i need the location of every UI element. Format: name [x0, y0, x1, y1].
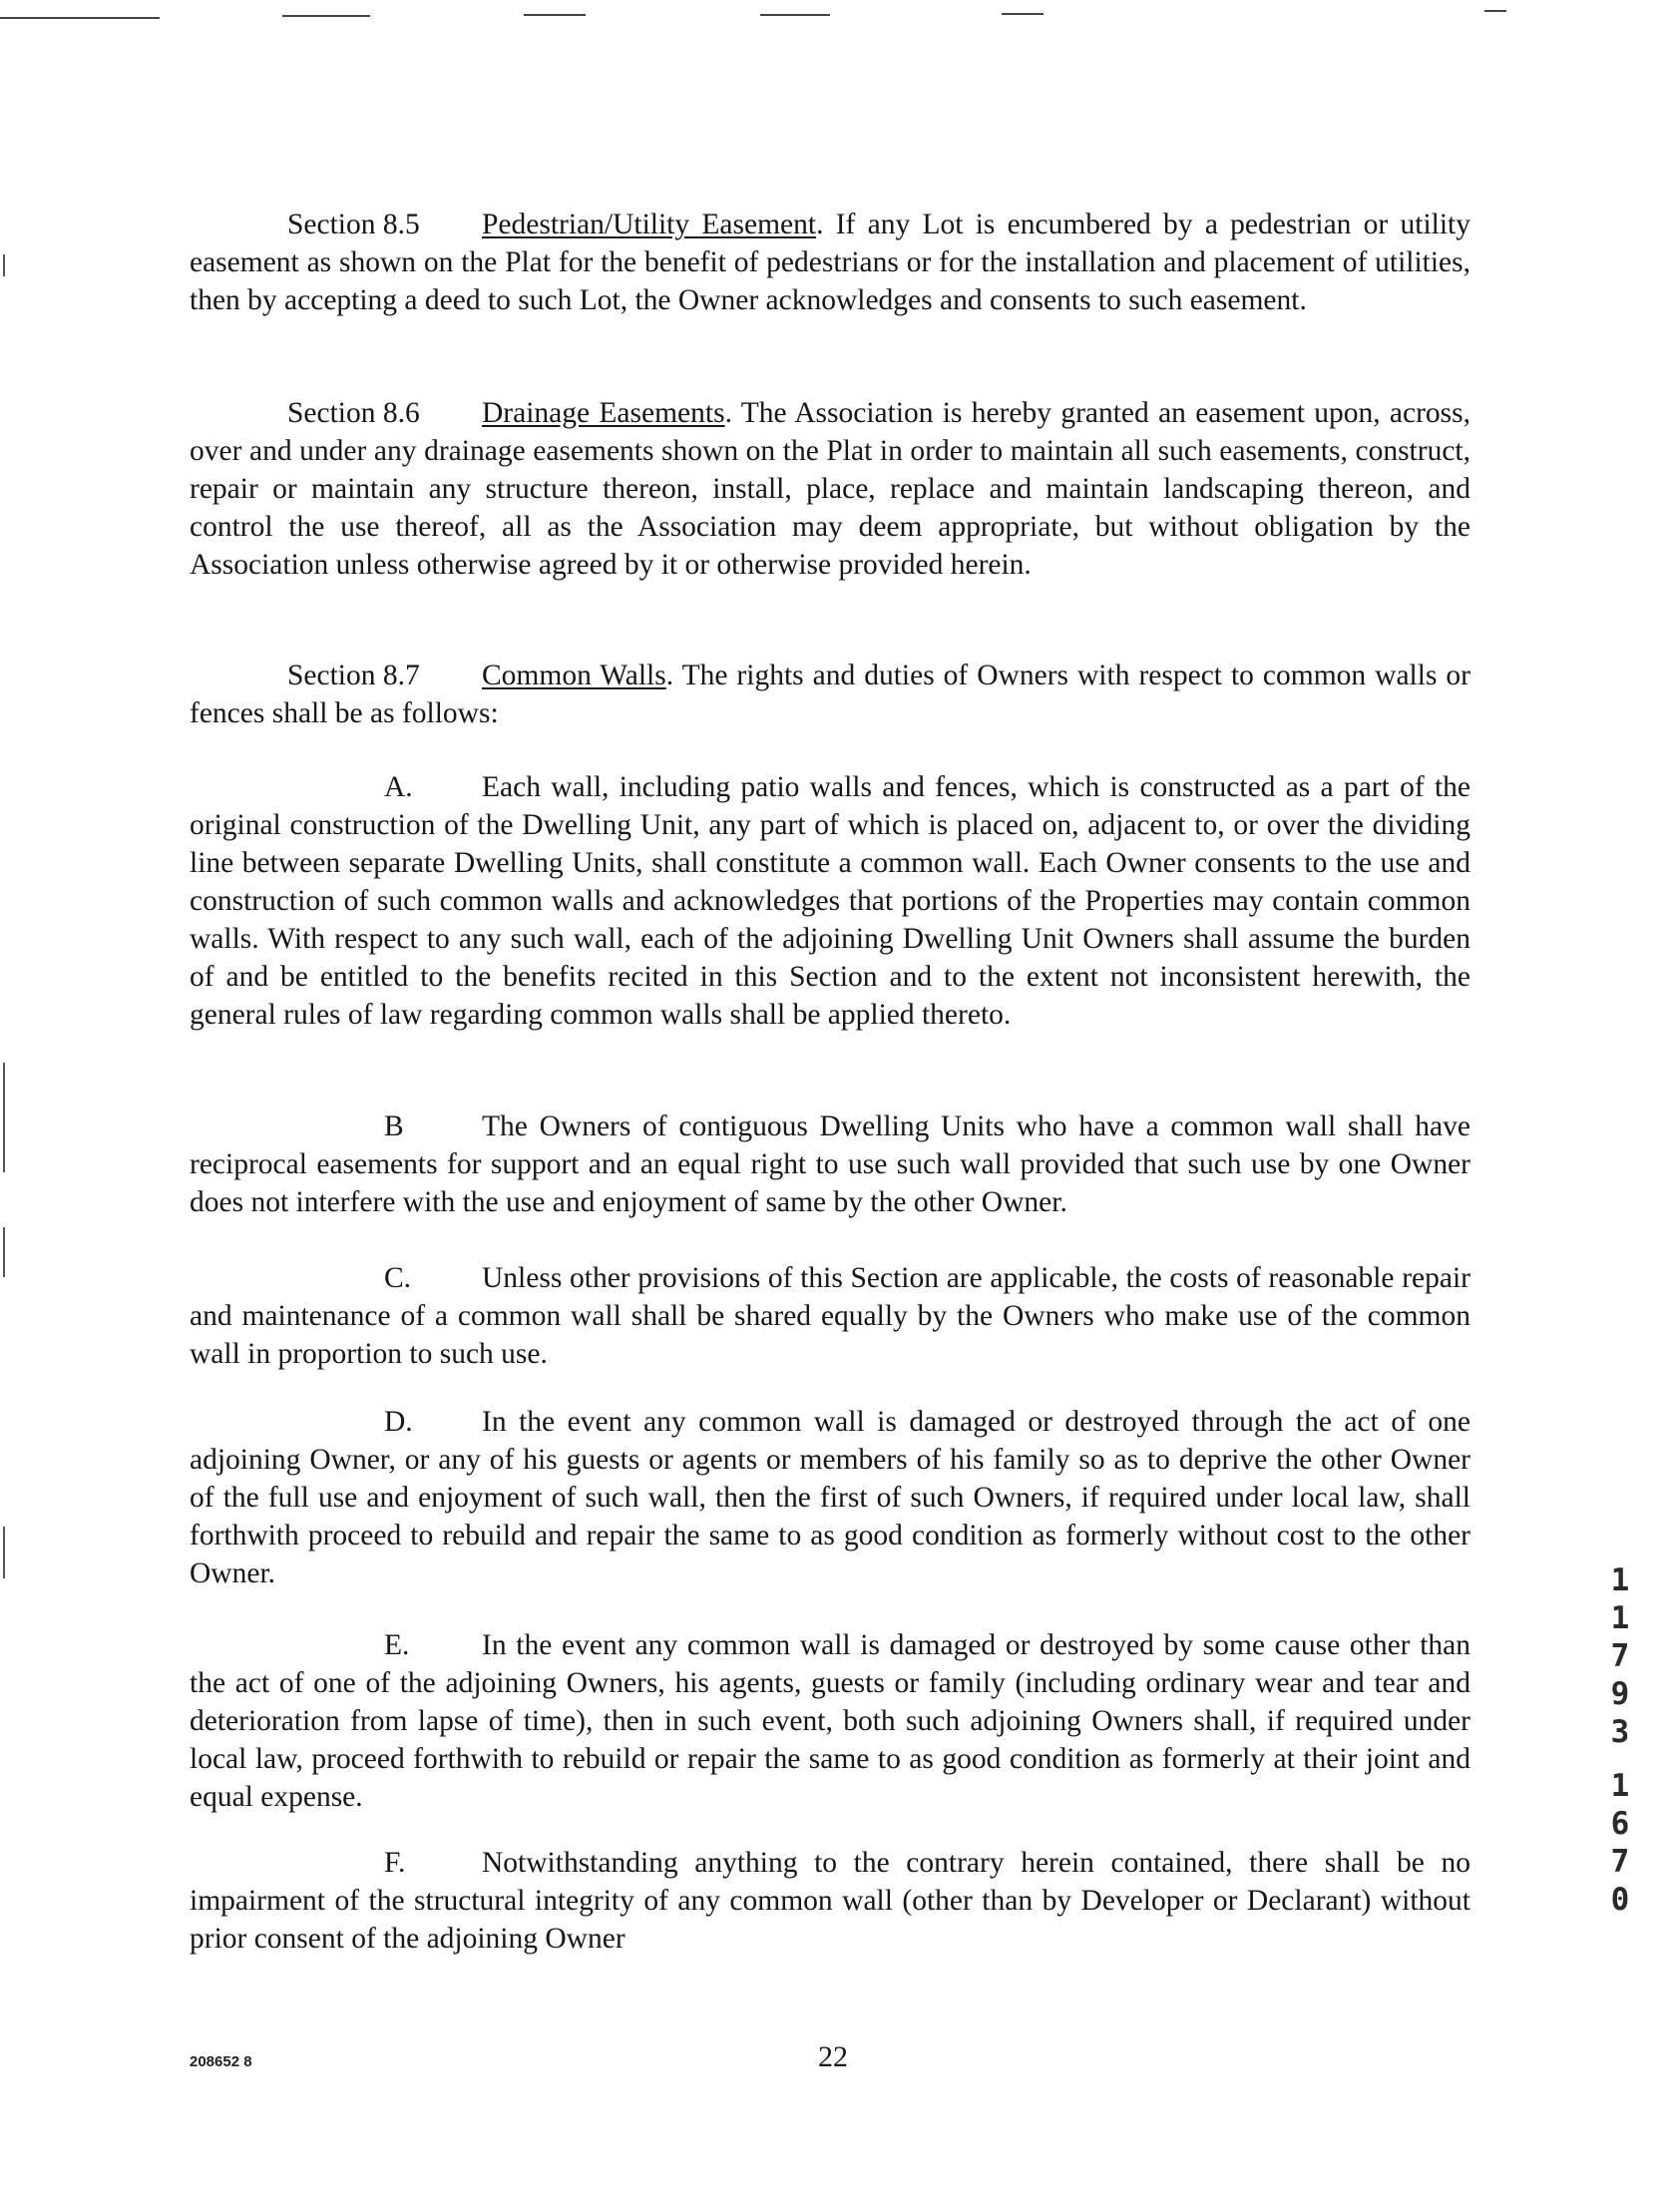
stamp-digit: 0: [1610, 1882, 1630, 1918]
section-8-7: [190, 657, 1470, 732]
section-8-6: [190, 394, 1470, 584]
section-title: Drainage Easements: [482, 397, 725, 429]
section-title: Pedestrian/Utility Easement: [482, 209, 817, 240]
section-body: . The Association is hereby granted an easement upon, across, over and under any drainage easements shown on the Plat in order to maintain all such easements, construct, repair or maintain any structure thereon, install, place, replace and maintain landscaping thereon, and control the use thereof, all as the Association may deem appropriate, but without obligation by the Association unless otherwise agreed by it or otherwise provided herein.: [190, 397, 1471, 581]
item-text: Notwithstanding anything to the contrary herein contained, there shall be no impairment of the structural integrity of any common wall (other than by Developer or Declarant) without prior consent of the adjoining Owner: [190, 1847, 1470, 1955]
item-text: In the event any common wall is damaged or destroyed by some cause other than the act of one of the adjoining Owners, his agents, guests or family (including ordinary wear and tear and deterioration from lapse of time), then in such event, both such adjoining Owners shall, if required under local law, proceed forthwith to rebuild or repair the same to as good condition as formerly at their joint and equal expense.: [190, 1629, 1470, 1813]
section-title: Common Walls: [482, 660, 666, 691]
scan-mark: [1484, 10, 1506, 12]
item-letter: A.: [384, 771, 413, 803]
list-item-a: [190, 768, 1470, 1034]
stamp-digit: 3: [1610, 1714, 1630, 1750]
list-item-d: [190, 1403, 1470, 1592]
scan-mark: [524, 14, 586, 16]
margin-mark: [3, 1527, 5, 1578]
document-code: 208652 8: [190, 2053, 252, 2070]
item-letter: B: [384, 1110, 404, 1142]
scan-mark: [0, 17, 160, 19]
scan-mark: [1002, 13, 1044, 15]
stamp-gap: [1600, 1751, 1640, 1767]
scan-mark: [282, 15, 370, 17]
list-item-c: [190, 1259, 1470, 1373]
margin-mark: [3, 1063, 5, 1172]
item-letter: F.: [384, 1847, 406, 1879]
stamp-digit: 6: [1610, 1806, 1630, 1842]
scan-mark: [760, 14, 830, 16]
list-item-b: [190, 1107, 1470, 1221]
stamp-digit: 7: [1610, 1844, 1630, 1880]
stamp-digit: 1: [1610, 1768, 1630, 1804]
item-letter: E.: [384, 1629, 410, 1661]
section-number: Section 8.6: [287, 397, 420, 429]
item-letter: D.: [384, 1406, 413, 1438]
item-letter: C.: [384, 1262, 412, 1294]
stamp-digit: 1: [1610, 1600, 1630, 1636]
section-8-5: [190, 206, 1470, 319]
item-text: In the event any common wall is damaged or destroyed through the act of one adjoining Owner, or any of his guests or agents or members of his family so as to deprive the other Owner of the full use and enjoyment of such wall, then the first of such Owners, if required under local law, shall forthwith proceed to rebuild and repair the same to as good condition as formerly without cost to the other Owner.: [190, 1406, 1470, 1589]
item-text: Each wall, including patio walls and fences, which is constructed as a part of the original construction of the Dwelling Unit, any part of which is placed on, adjacent to, or over the dividing line between separate Dwelling Units, shall constitute a common wall. Each Owner consents to the use and construction of such common walls and acknowledges that portions of the Properties may contain common walls. With respect to any such wall, each of the adjoining Dwelling Unit Owners shall assume the burden of and be entitled to the benefits recited in this Section and to the extent not inconsistent herewith, the general rules of law regarding common walls shall be applied thereto.: [190, 771, 1470, 1031]
stamp-digit: 1: [1610, 1562, 1630, 1598]
stamp-digit: 9: [1610, 1676, 1630, 1712]
margin-mark: [3, 1227, 5, 1277]
item-text: The Owners of contiguous Dwelling Units who have a common wall shall have reciprocal easements for support and an equal right to use such wall provided that such use by one Owner does not interfere with the use and enjoyment of same by the other Owner.: [190, 1110, 1470, 1218]
margin-mark: [3, 254, 5, 276]
list-item-f: [190, 1844, 1470, 1958]
section-number: Section 8.7: [287, 660, 420, 691]
stamp-digit: 7: [1610, 1638, 1630, 1674]
section-body: . If any Lot is encumbered by a pedestrian or utility easement as shown on the Plat for the benefit of pedestrians or for the installation and placement of utilities, then by accepting a deed to such Lot, the Owner acknowledges and consents to such easement.: [190, 209, 1470, 316]
list-item-e: [190, 1626, 1470, 1816]
section-body: . The rights and duties of Owners with respect to common walls or fences shall be as follows:: [190, 660, 1470, 729]
recording-stamp: [1600, 1561, 1640, 1919]
page-number: 22: [818, 2040, 848, 2073]
section-number: Section 8.5: [287, 209, 420, 240]
item-text: Unless other provisions of this Section are applicable, the costs of reasonable repair and maintenance of a common wall shall be shared equally by the Owners who make use of the common wall in proportion to such use.: [190, 1262, 1470, 1370]
